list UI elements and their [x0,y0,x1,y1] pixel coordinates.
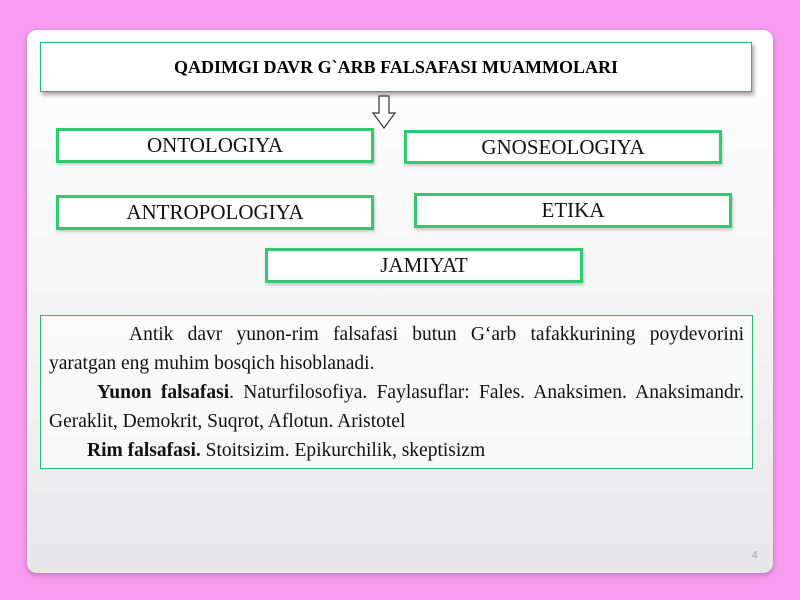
diagram-title: QADIMGI DAVR G`ARB FALSAFASI MUAMMOLARI [40,42,752,92]
roman-text: Stoitsizim. Epikurchilik, skeptisizm [200,440,486,461]
box-ontologiya: ONTOLOGIYA [56,128,374,163]
box-jamiyat: JAMIYAT [265,248,583,283]
greek-text: . Naturfilosofiya. Faylasuflar: Fales. Anaksimen. Anaksimandr. Geraklit, Demokrit, Suqrot, Aflotun. Aristotel [49,382,745,432]
down-arrow-icon [371,95,397,129]
roman-label: Rim falsafasi. [87,440,201,461]
box-gnoseologiya: GNOSEOLOGIYA [404,130,722,164]
slide [27,30,773,573]
page-number: 4 [752,550,758,561]
description-box [40,315,753,469]
greek-paragraph [49,378,744,436]
box-etika: ETIKA [414,193,732,228]
roman-paragraph [49,436,744,465]
box-antropologiya: ANTROPOLOGIYA [56,195,374,230]
intro-paragraph: Antik davr yunon-rim falsafasi butun G‘arb tafakkurining poydevorini yaratgan eng muhim bosqich hisoblanadi. [49,324,744,374]
greek-label: Yunon falsafasi [97,382,230,403]
